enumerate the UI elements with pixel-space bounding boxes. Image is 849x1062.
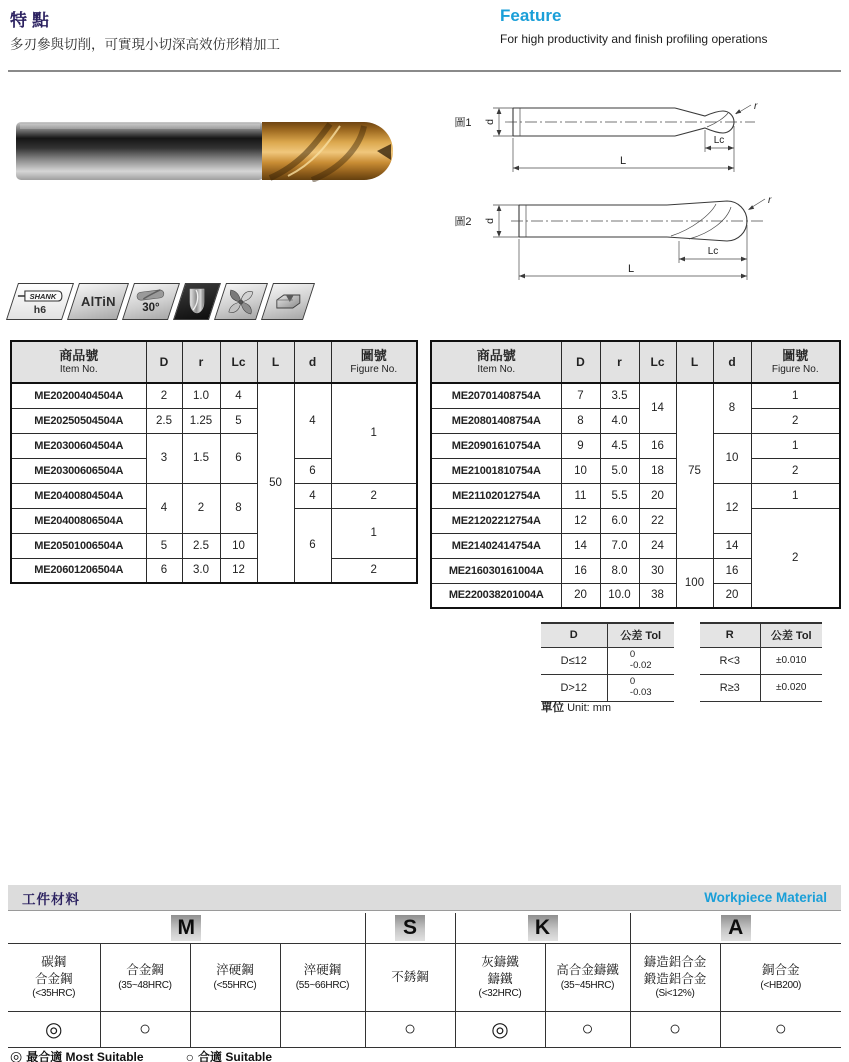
col-Lc: Lc [639,341,676,383]
spec-header-row [431,341,840,383]
coating-label: AlTiN [80,294,116,309]
col-fig-zh: 圖號 [360,348,387,364]
material-group-row [8,913,841,943]
col-r: r [182,341,220,383]
spec-table-left [10,340,418,584]
material-group-letter: S [395,915,425,941]
material-cell: 銅合金 (<HB200) [720,943,841,1011]
helix-angle-label: 30° [142,301,160,314]
spec-row: ME20300606504A 6 [11,458,417,483]
page-desc-en: For high productivity and finish profiling operations [500,32,768,46]
ball-nose-glyph [187,288,207,315]
product-photo [12,120,400,182]
group-cell-A [630,913,841,943]
tolerance-row: R<3 ±0.010 [700,647,822,674]
col-D: D [561,341,600,383]
spec-row: ME21402414754A 14 7.0 24 14 [431,533,840,558]
spec-row: ME20200404504A 2 1.0 4 50 4 1 [11,383,417,408]
suitable-symbol: ○ [185,1048,195,1062]
suitability-row [8,1011,841,1047]
coating-badge [67,283,129,320]
material-cell: 碳鋼 合金鋼 (<35HRC) [8,943,100,1011]
four-flute-glyph [227,288,255,316]
workpiece-title-en: Workpiece Material [704,890,827,905]
group-cell-S [365,913,455,943]
dim-l-label: L [627,263,635,275]
spec-row: ME20501006504A 5 2.5 10 [11,533,417,558]
spec-row: ME21202212754A 12 6.0 22 2 [431,508,840,533]
tolerance-row: D>12 0 -0.03 [541,674,674,701]
figure-2-label: 圖2 [454,216,472,228]
figure-2-diagram [435,192,840,284]
tol-r-col1: R [700,623,760,647]
suitable-label: 合適 Suitable [198,1050,273,1062]
spec-row: ME220038201004A 20 10.0 38 20 [431,583,840,608]
tolerance-table-d [541,622,674,702]
group-cell-M [8,913,365,943]
header-divider [8,70,841,72]
suitability-cell: ○ [720,1011,841,1047]
suitability-cell: ◎ [8,1011,100,1047]
dim-l-label: L [619,155,627,167]
suitability-cell: ○ [545,1011,630,1047]
workpiece-header-bar [8,885,841,911]
shank-label: SHANK [29,291,57,301]
suitability-cell: ○ [100,1011,190,1047]
tolerance-table-r [700,622,822,702]
dim-d-label: d [484,218,496,224]
spec-row: ME20901610754A 9 4.5 16 10 1 [431,433,840,458]
spec-row: ME20400806504A 6 1 [11,508,417,533]
dim-lc-label: Lc [713,135,725,146]
col-item-zh: 商品號 [59,348,99,364]
ball-nose-icon [173,283,221,320]
col-item-en: Item No. [59,363,98,375]
tol-d-col1: D [541,623,607,647]
spec-row: ME216030161004A 16 8.0 30 100 16 [431,558,840,583]
spec-row: ME20801408754A 8 4.0 2 [431,408,840,433]
tool-shank [16,122,264,180]
suitability-cell: ◎ [455,1011,545,1047]
profiling-icon [261,283,315,320]
dim-lc-label: Lc [707,246,719,257]
material-group-letter: K [528,915,558,941]
material-cell: 不銹鋼 [365,943,455,1011]
figure-1-diagram [435,100,840,192]
col-item-zh: 商品號 [476,348,516,364]
col-item-en: Item No. [477,363,516,375]
group-cell-K [455,913,630,943]
dim-r-label: r [768,195,772,206]
material-names-row [8,943,841,1011]
material-group-letter: A [721,915,751,941]
material-group-letter: M [171,915,201,941]
material-cell: 淬硬鋼 (55~66HRC) [280,943,365,1011]
spec-row: ME20300604504A 3 1.5 6 [11,433,417,458]
four-flute-icon [214,283,268,320]
col-Lc: Lc [220,341,257,383]
spec-row: ME20250504504A 2.5 1.25 5 [11,408,417,433]
col-d: d [294,341,331,383]
material-cell: 合金鋼 (35~48HRC) [100,943,190,1011]
unit-note: 單位 Unit: mm [541,702,612,714]
helix-angle-icon [122,283,180,320]
col-L: L [676,341,713,383]
suitability-cell: ○ [630,1011,720,1047]
spec-row: ME20701408754A 7 3.5 14 75 8 1 [431,383,840,408]
shank-icon [6,283,74,320]
profiling-glyph [274,291,302,313]
dim-r-label: r [754,101,758,112]
tolerance-row: D≤12 0 -0.02 [541,647,674,674]
col-D: D [146,341,182,383]
spec-row: ME21102012754A 11 5.5 20 12 1 [431,483,840,508]
col-L: L [257,341,294,383]
spec-row: ME20601206504A 6 3.0 12 2 [11,558,417,583]
material-cell: 淬硬鋼 (<55HRC) [190,943,280,1011]
tolerance-row: R≥3 ±0.020 [700,674,822,701]
page-title-en: Feature [500,6,562,25]
suitability-cell [190,1011,280,1047]
material-cell: 灰鑄鐵 鑄鐵 (<32HRC) [455,943,545,1011]
col-d: d [713,341,751,383]
col-r: r [600,341,639,383]
suitability-cell [280,1011,365,1047]
figure-1-label: 圖1 [454,117,472,129]
material-cell: 高合金鑄鐵 (35~45HRC) [545,943,630,1011]
suitability-legend [10,1048,272,1062]
spec-header-row [11,341,417,383]
most-suitable-label: 最合適 Most Suitable [26,1050,144,1062]
col-fig-zh: 圖號 [782,348,809,364]
suitability-cell: ○ [365,1011,455,1047]
workpiece-material-table [8,913,841,1048]
page-desc-zh: 多刃參與切削，可實現小切深高效仿形精加工 [10,37,280,52]
col-fig-en: Figure No. [771,363,819,375]
material-cell: 鑄造鋁合金 鍛造鋁合金 (Si<12%) [630,943,720,1011]
tol-r-col2: 公差 Tol [760,623,822,647]
spec-row: ME20400804504A 4 2 8 4 2 [11,483,417,508]
workpiece-title-zh: 工件材料 [22,891,80,907]
mini-tool-glyph [135,289,167,302]
icon-strip [12,283,314,320]
spec-table-right [430,340,841,609]
dim-d-label: d [484,119,496,125]
tol-d-col2: 公差 Tol [607,623,674,647]
spec-row: ME21001810754A 10 5.0 18 2 [431,458,840,483]
shank-tolerance-label: h6 [33,303,47,316]
shank-glyph [17,288,63,304]
col-fig-en: Figure No. [350,363,398,375]
most-suitable-symbol: ◎ [10,1048,23,1062]
page-title-zh: 特點 [10,11,54,30]
